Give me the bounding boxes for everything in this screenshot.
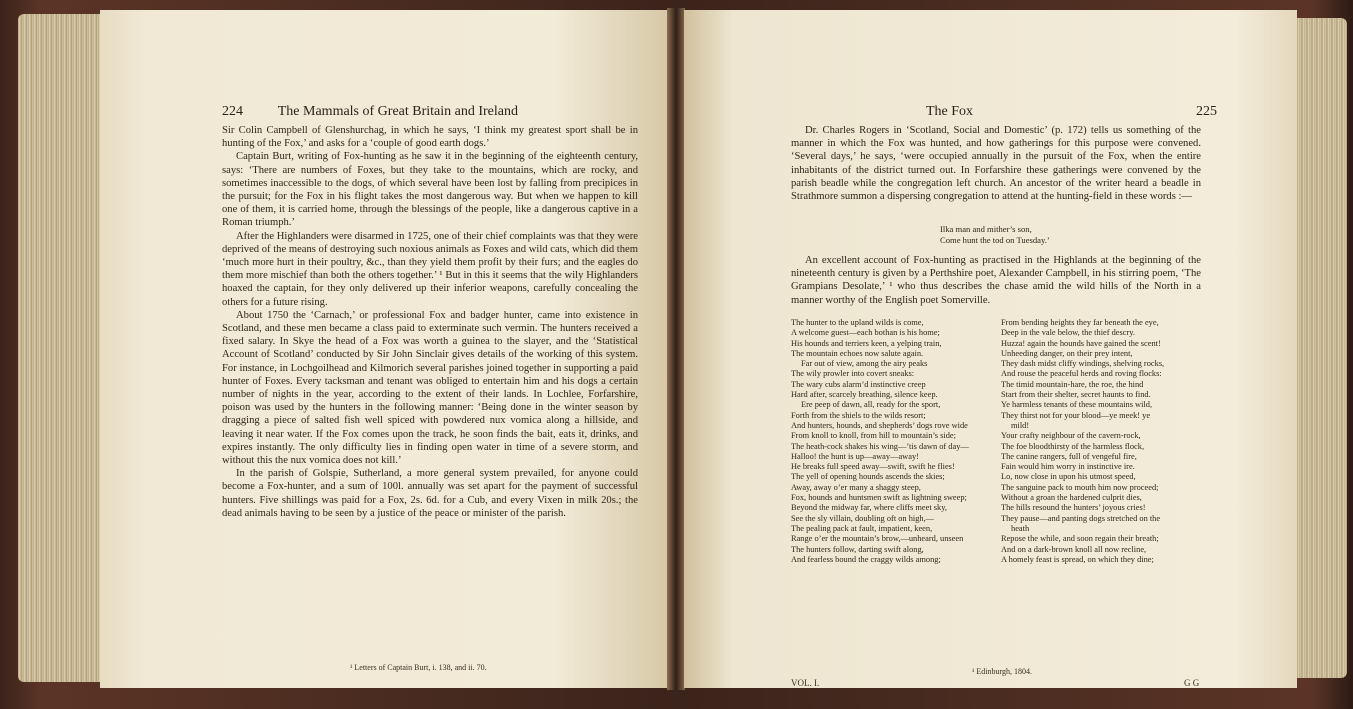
verse-line: The hunter to the upland wilds is come, (791, 318, 924, 327)
verse-line: And on a dark-brown knoll all now recline, (1001, 544, 1147, 554)
left-paragraph-2: Captain Burt, writing of Fox-hunting as he saw it in the beginning of the eighteenth century, says: ‘There are numbers of Foxes, but they take to the mountains, which are rocky, and sometimes inaccessible to the dogs, of which several have been lost by falling from precipices in the pursuit; for the Fox in his flight takes the most dangerous way. But when we happen to kill one of them, it is carried home, through the blessings of the people, like a dangerous captive in a Roman triumph.’ (222, 151, 638, 229)
verse-line: Forth from the shiels to the wilds resort; (791, 410, 926, 420)
verse-line: The foe bloodthirsty of the harmless flock, (1001, 441, 1145, 451)
left-paragraph-5: In the parish of Golspie, Sutherland, a more general system prevailed, for anyone could become a Fox-hunter, and a sum of 100l. annually was set apart for the payment of successful hunters. Five shillings was paid for a Fox, 2s. 6d. for a Cub, and every Vixen in milk 20s.; the dead animals having to be seen by a justice of the peace or minister of the parish. (222, 468, 638, 519)
left-running-head: The Mammals of Great Britain and Ireland (277, 104, 518, 119)
right-page-number: 225 (1196, 104, 1217, 119)
page-edges-left (18, 14, 104, 682)
page-edges-right (1295, 18, 1347, 678)
verse-line: Hard after, scarcely breathing, silence keep. (791, 390, 938, 400)
book-gutter (667, 8, 685, 690)
verse-line: Huzza! again the hounds have gained the scent! (1001, 338, 1161, 348)
verse-line: Without a groan the hardened culprit dies, (1001, 493, 1142, 503)
verse-line: See the sly villain, doubling oft on high,— (791, 513, 935, 523)
quote-line-2: Come hunt the tod on Tuesday.’ (940, 235, 1050, 245)
verse-line: And hunters, hounds, and shepherds’ dogs rove wide (791, 420, 968, 430)
right-body-2 (791, 254, 1201, 307)
verse-line: Deep in the vale below, the thief descry. (1001, 328, 1136, 338)
beadle-quote (940, 224, 1050, 246)
right-paragraph-2: An excellent account of Fox-hunting as practised in the Highlands at the beginning of the nineteenth century is given by a Perthshire poet, Alexander Campbell, in his stirring poem, ‘The Grampians Desolate,’ ¹ who thus describes the chase amid the wild hills of the North in a manner worthy of the English poet Somerville. (791, 255, 1201, 306)
verse-line: Far out of view, among the airy peaks (801, 359, 928, 369)
verse-line: A welcome guest—each bothan is his home; (791, 328, 940, 338)
verse-line: They pause—and panting dogs stretched on the (1001, 513, 1161, 523)
verse-line: mild! (1011, 420, 1030, 430)
verse-line: The timid mountain-hare, the roe, the hind (1001, 379, 1144, 389)
verse-line: heath (1011, 523, 1030, 533)
verse-line: Repose the while, and soon regain their breath; (1001, 534, 1159, 544)
poem-column-left (791, 318, 969, 565)
quote-line-1: Ilka man and mither’s son, (940, 224, 1032, 234)
verse-line: The yell of opening hounds ascends the skies; (791, 472, 945, 482)
left-header (222, 104, 518, 120)
verse-line: He breaks full speed away—swift, swift he flies! (791, 462, 955, 472)
verse-line: Halloo! the hunt is up—away—away! (791, 451, 919, 461)
right-running-head: The Fox (926, 104, 974, 119)
verse-line: They dash midst cliffy windings, shelving rocks, (1001, 359, 1165, 369)
verse-line: The wary cubs alarm’d instinctive creep (791, 379, 926, 389)
verse-line: Ye harmless tenants of these mountains wild, (1001, 400, 1153, 410)
verse-line: The pealing pack at fault, impatient, keen, (791, 523, 933, 533)
verse-line: Fox, hounds and huntsmen swift as lightning sweep; (791, 493, 967, 503)
verse-line: The hills resound the hunters’ joyous cries! (1001, 503, 1146, 513)
verse-line: The hunters follow, darting swift along, (791, 544, 924, 554)
verse-line: And rouse the peaceful herds and roving flocks: (1001, 369, 1162, 379)
verse-line: Fain would him worry in instinctive ire. (1001, 462, 1135, 472)
verse-line: Ere peep of dawn, all, ready for the sport, (801, 400, 941, 410)
signature-right: G G (1184, 678, 1200, 688)
verse-line: Range o’er the mountain’s brow,—unheard, unseen (791, 534, 964, 544)
right-body-intro (791, 124, 1201, 203)
verse-line: Away, away o’er many a shaggy steep, (791, 482, 921, 492)
verse-line: Lo, now close in upon his utmost speed, (1001, 472, 1136, 482)
left-page-number: 224 (222, 104, 243, 119)
verse-line: The wily prowler into covert sneaks: (791, 369, 915, 379)
verse-line: Your crafty neighbour of the cavern-rock, (1001, 431, 1141, 441)
left-page (100, 10, 668, 688)
verse-line: Beyond the midway far, where cliffs meet sky, (791, 503, 947, 513)
signature-left: VOL. I. (791, 678, 820, 688)
right-paragraph-1: Dr. Charles Rogers in ‘Scotland, Social and Domestic’ (p. 172) tells us something of the manner in which the Fox was hunted, and how gatherings for this purpose were convened. ‘Several days,’ he says, ‘were occupied annually in the pursuit of the Fox, when the entire inhabitants of the district turned out. In Forfarshire these gatherings were convened by the parish beadle while the congregation left church. An ancestor of the writer heard a beadle in Strathmore summon a dispersing congregation to attend at the hunting-field in these words :— (791, 125, 1201, 203)
verse-line: The mountain echoes now salute again. (791, 348, 924, 358)
verse-line: Start from their shelter, secret haunts to find. (1001, 390, 1151, 400)
right-page (684, 10, 1297, 688)
verse-line: From bending heights they far beneath the eye, (1001, 318, 1159, 327)
verse-line: Unheeding danger, on their prey intent, (1001, 348, 1133, 358)
verse-line: The heath-cock shakes his wing—’tis dawn of day— (791, 441, 969, 451)
left-paragraph-4: About 1750 the ‘Carnach,’ or professional Fox and badger hunter, came into existence in Scotland, and these men became a class paid to exterminate such vermin. The hunters received a fixed salary. In Skye the head of a Fox was worth a guinea to the slayer, and the ‘Statistical Account of Scotland’ conducted by Sir John Sinclair gives details of the working of this system. For instance, in Lochgoilhead and Kilmorich several parishes joined together in supporting a paid hunter of Foxes. Every tacksman and tenant was obliged to entertain him and his dogs a certain number of nights in the year, according to the extent of their lands. In Lochlee, Forfarshire, poison was used by the hunters in the following manner: ‘Being done in the winter season by dragging a piece of salted fish well spiced with powdered nux vomica along a hillside, and leaving it near water. If the Fox comes upon the track, he soon finds the bait, eats it, drinks, and expires instantly. The only difficulty lies in finding open water in time of a severe storm, and without this the nux vomica does not kill.’ (222, 309, 638, 467)
verse-line: A homely feast is spread, on which they dine; (1001, 554, 1154, 564)
right-footnote: ¹ Edinburgh, 1804. (972, 667, 1033, 676)
left-footnote: ¹ Letters of Captain Burt, i. 138, and ii. 70. (350, 663, 487, 672)
left-paragraph-3: After the Highlanders were disarmed in 1725, one of their chief complaints was that they were deprived of the means of destroying such noxious animals as Foxes and wild cats, which did them ‘much more hurt in their poultry, &c., than they yield them profit by their furs; and the eagles do them more mischief than both the others together.’ ¹ But in this it seems that the wily Highlanders hoaxed the captain, for they only delivered up their inferior weapons, carefully concealing the others for a future rising. (222, 230, 638, 308)
verse-line: The canine rangers, full of vengeful fire, (1001, 451, 1137, 461)
poem-column-right (1001, 318, 1164, 565)
verse-line: They thirst not for your blood—ye meek! ye (1001, 410, 1151, 420)
left-body (222, 124, 638, 520)
verse-line: And fearless bound the craggy wilds among; (791, 554, 941, 564)
verse-line: The sanguine pack to mouth him now proceed; (1001, 482, 1159, 492)
left-paragraph-1: Sir Colin Campbell of Glenshurchag, in which he says, ‘I think my greatest sport shall be in hunting of the Fox,’ and asks for a ‘couple of good earth dogs.’ (222, 125, 638, 150)
verse-line: His hounds and terriers keen, a yelping train, (791, 338, 942, 348)
verse-line: From knoll to knoll, from hill to mountain’s side; (791, 431, 956, 441)
